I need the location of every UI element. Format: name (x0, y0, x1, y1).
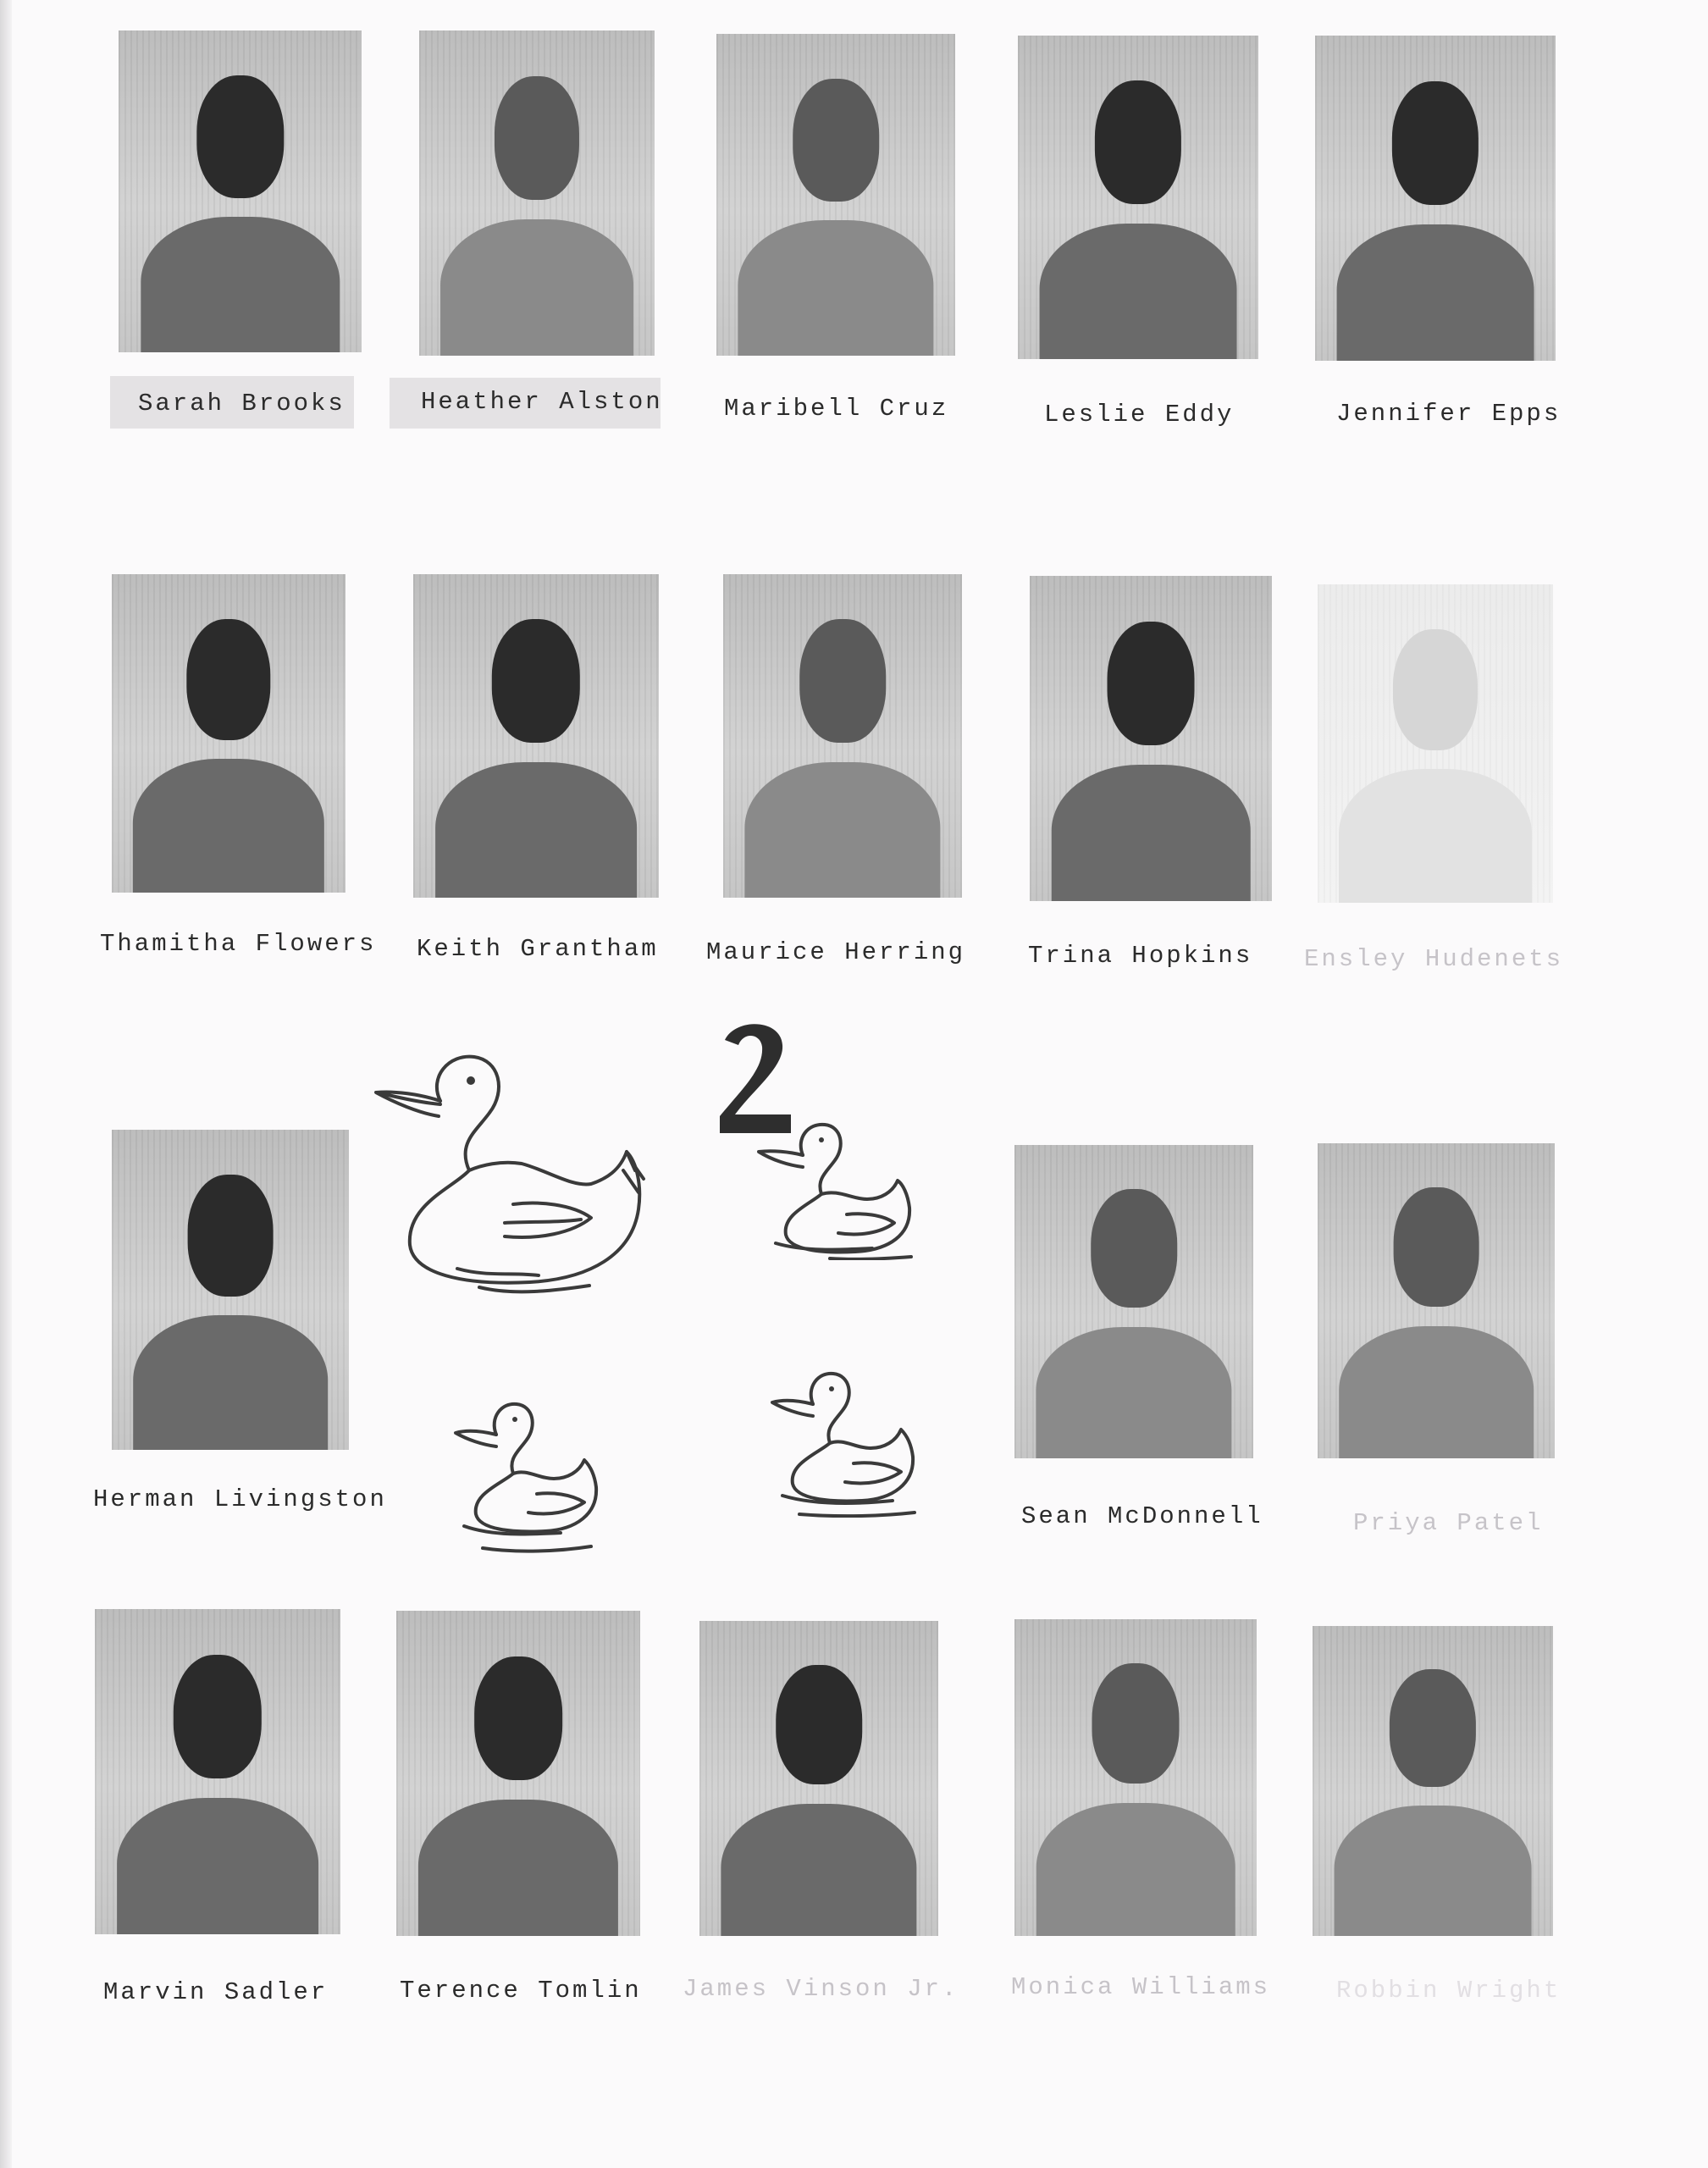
student-name: Sean McDonnell (1021, 1502, 1263, 1530)
student-photo-robbin-wright (1313, 1626, 1553, 1936)
student-photo-maurice-herring (723, 574, 962, 898)
page-edge (0, 0, 12, 2168)
student-photo-terence-tomlin (396, 1611, 640, 1936)
student-name: Maurice Herring (706, 938, 966, 966)
student-photo-keith-grantham (413, 574, 659, 898)
duck-icon (449, 1397, 601, 1553)
student-name: Marvin Sadler (103, 1978, 329, 2006)
student-photo-heather-alston (419, 30, 655, 356)
student-name: James Vinson Jr. (683, 1975, 959, 2003)
student-photo-james-vinson-jr (699, 1621, 938, 1936)
student-photo-leslie-eddy (1018, 36, 1258, 359)
student-photo-monica-williams (1014, 1619, 1257, 1936)
student-name: Priya Patel (1353, 1509, 1544, 1537)
student-name: Heather Alston (421, 388, 663, 416)
student-photo-priya-patel (1318, 1143, 1555, 1458)
student-name: Jennifer Epps (1336, 400, 1562, 428)
student-photo-sarah-brooks (119, 30, 362, 352)
student-name: Sarah Brooks (138, 390, 345, 418)
student-photo-marvin-sadler (95, 1609, 340, 1934)
student-photo-ensley-hudenets (1318, 584, 1553, 903)
student-photo-herman-livingston (112, 1130, 349, 1450)
duck-icon (754, 1116, 915, 1260)
student-photo-thamitha-flowers (112, 574, 345, 893)
student-photo-jennifer-epps (1315, 36, 1556, 361)
student-name: Thamitha Flowers (100, 930, 377, 958)
student-photo-sean-mcdonnell (1014, 1145, 1253, 1458)
student-name: Keith Grantham (417, 935, 659, 963)
student-name: Robbin Wright (1336, 1977, 1562, 2005)
student-name: Monica Williams (1011, 1973, 1271, 2001)
student-name: Maribell Cruz (724, 395, 949, 423)
duck-icon (766, 1369, 918, 1518)
duck-icon (369, 1043, 667, 1301)
student-photo-maribell-cruz (716, 34, 955, 356)
student-photo-trina-hopkins (1030, 576, 1272, 901)
student-name: Leslie Eddy (1044, 401, 1235, 429)
student-name: Herman Livingston (93, 1485, 387, 1513)
student-name: Trina Hopkins (1028, 942, 1253, 970)
student-name: Ensley Hudenets (1304, 945, 1564, 973)
student-name: Terence Tomlin (400, 1977, 642, 2005)
